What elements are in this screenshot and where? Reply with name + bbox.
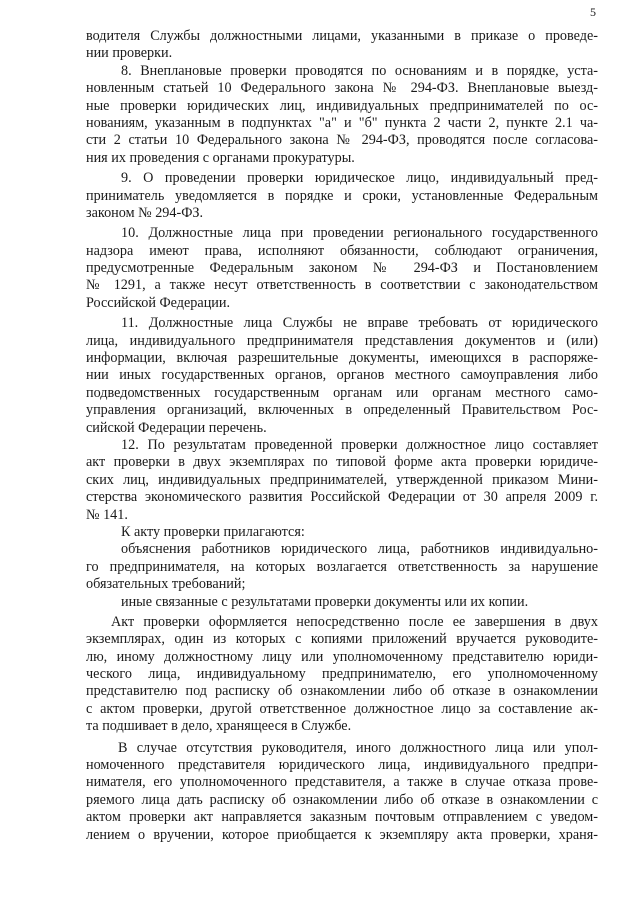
text-line: нованиям, указанным в подпунктах "а" и "б" пункта 2 части 2, пункте 2.1 ча- (86, 114, 598, 131)
paragraph-continuation (86, 28, 598, 63)
paragraph-11 (86, 315, 598, 437)
text-line: экземплярах, один из которых с копиями приложений вручается руководите- (86, 631, 598, 648)
text-line: ских лиц, индивидуальных предпринимателей, утвержденной приказом Мини- (86, 471, 598, 488)
paragraph-12 (86, 437, 598, 524)
text-line: иные связанные с результатами проверки документы или их копии. (121, 593, 529, 610)
text-line: обязательных требований; (86, 576, 246, 593)
text-line: актом проверки акт направляется заказным почтовым отправлением с уведом- (86, 809, 598, 826)
text-line: с актом проверки, другой ответственное должностное лицо за составление ак- (86, 700, 598, 717)
document-body (86, 28, 598, 844)
text-line: номоченного представителя юридического лица, индивидуального предпри- (86, 757, 598, 774)
text-line: новленным статьей 10 Федерального закона № 294-ФЗ. Внеплановые выезд- (86, 80, 598, 97)
text-line: объяснения работников юридического лица, работников индивидуально- (121, 541, 598, 558)
text-line: законом № 294-ФЗ. (86, 204, 204, 221)
attachments-item-1 (86, 541, 598, 593)
text-line: лю, иному должностному лицу или уполномоченному представителю юриди- (86, 648, 598, 665)
text-line: лением о вручении, которое приобщается к экземпляру акта проверки, храня- (86, 826, 598, 843)
text-line: нии проверки. (86, 45, 173, 62)
paragraph-absence (86, 740, 598, 844)
paragraph-10 (86, 225, 598, 312)
text-line: 11. Должностные лица Службы не вправе требовать от юридического (121, 315, 598, 332)
text-line: надзора имеют права, исполняют обязанности, соблюдают ограничения, (86, 242, 598, 259)
text-line: нимателя, его уполномоченного представителя, а также в случае отказа прове- (86, 774, 598, 791)
text-line: ряемого лица дать расписку об ознакомлении либо об отказе в ознакомлении с (86, 791, 598, 808)
paragraph-8 (86, 63, 598, 167)
text-line: сти 2 статьи 10 Федерального закона № 294-ФЗ, проводятся после согласова- (86, 132, 598, 149)
paragraph-9 (86, 170, 598, 222)
attachments-heading (86, 524, 598, 541)
text-line: ческого лица, индивидуальному предпринимателю, его уполномоченному (86, 666, 598, 683)
page-number: 5 (590, 5, 596, 19)
text-line: № 141. (86, 506, 128, 523)
text-line: стерства экономического развития Российской Федерации от 30 апреля 2009 г. (86, 489, 598, 506)
text-line: лица, индивидуального предпринимателя представления документов и (или) (86, 332, 598, 349)
text-line: информации, включая разрешительные документы, имеющихся в распоряже- (86, 350, 598, 367)
text-line: № 1291, а также несут ответственность в соответствии с законодательством (86, 277, 598, 294)
text-line: та подшивает в дело, хранящееся в Службе. (86, 718, 352, 735)
text-line: подведомственных государственным органам или органам местного само- (86, 384, 598, 401)
text-line: го предпринимателя, на которых возлагается ответственность за нарушение (86, 558, 598, 575)
text-line: акт проверки в двух экземплярах по типовой форме акта проверки юридиче- (86, 454, 598, 471)
text-line: 9. О проведении проверки юридическое лицо, индивидуальный пред- (121, 170, 598, 187)
text-line: представителю под расписку об ознакомлении либо об отказе в ознакомлении (86, 683, 598, 700)
text-line: Акт проверки оформляется непосредственно после ее завершения в двух (111, 613, 598, 630)
text-line: приниматель уведомляется в порядке и сроки, установленные Федеральным (86, 187, 598, 204)
text-line: сийской Федерации перечень. (86, 419, 267, 436)
paragraph-act (86, 614, 598, 736)
text-line: 10. Должностные лица при проведении регионального государственного (121, 225, 598, 242)
text-line: предусмотренные Федеральным законом № 294-ФЗ и Постановлением (86, 260, 598, 277)
text-line: нии иных государственных органов, органов местного самоуправления либо (86, 367, 598, 384)
text-line: ные проверки юридических лиц, индивидуальных предпринимателей по ос- (86, 97, 598, 114)
text-line: 12. По результатам проведенной проверки должностное лицо составляет (121, 436, 598, 453)
text-line: 8. Внеплановые проверки проводятся по основаниям и в порядке, уста- (121, 62, 598, 79)
text-line: Российской Федерации. (86, 294, 231, 311)
text-line: управления организаций, включенных в определенный Правительством Рос- (86, 402, 598, 419)
text-line: водителя Службы должностными лицами, указанными в приказе о проведе- (86, 28, 598, 44)
text-line: К акту проверки прилагаются: (121, 523, 305, 540)
text-line: В случае отсутствия руководителя, иного должностного лица или упол- (118, 739, 598, 756)
attachments-item-2 (86, 594, 598, 611)
text-line: ния их проведения с органами прокуратуры. (86, 149, 355, 166)
